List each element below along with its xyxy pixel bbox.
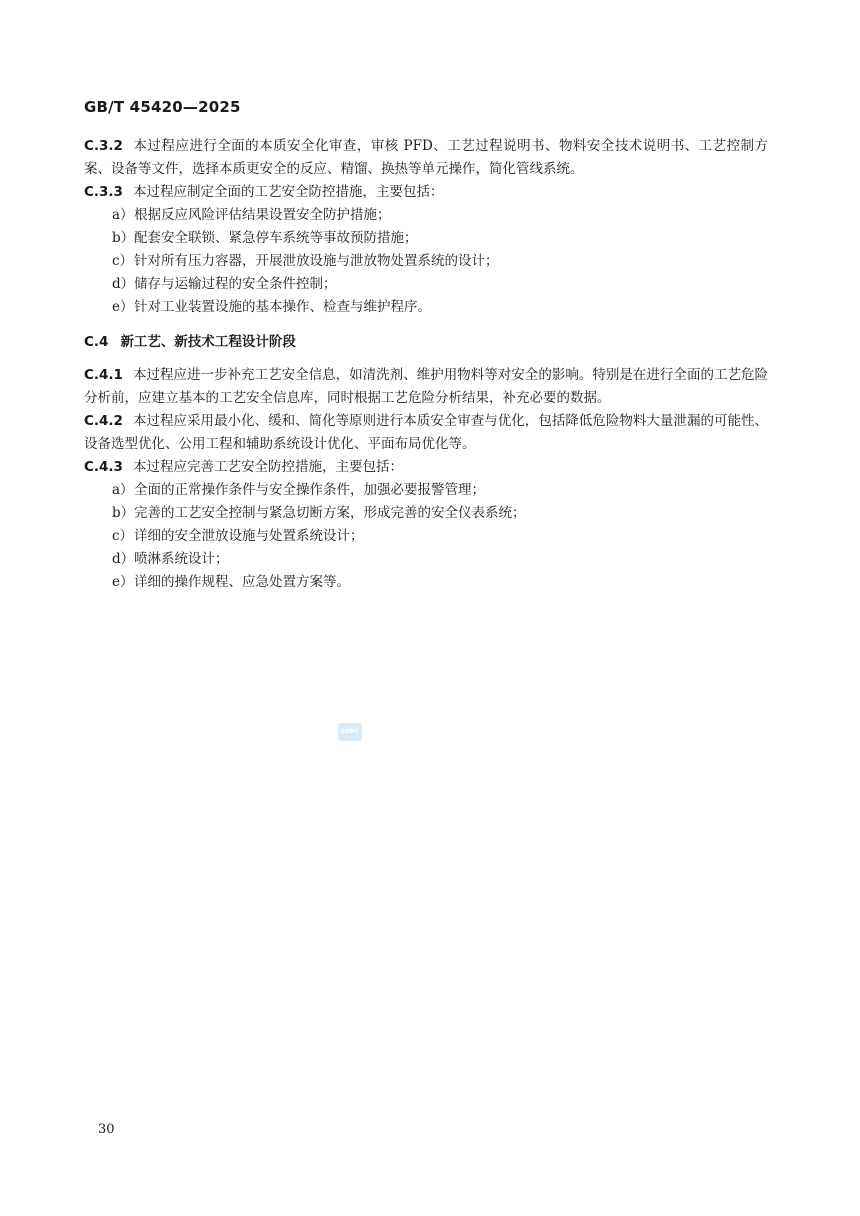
list-item [84,204,768,227]
list-item [84,250,768,273]
list-marker: e） [112,299,134,315]
list-item-text: 储存与运输过程的安全条件控制； [134,276,337,292]
list-item [84,273,768,296]
clause-c42 [84,410,768,456]
list-marker: c） [112,528,134,544]
clause-c33-list [84,204,768,319]
list-item-text: 根据反应风险评估结果设置安全防护措施； [134,207,391,223]
list-item-text: 配套安全联锁、紧急停车系统等事故预防措施； [134,230,418,246]
list-marker: b） [112,505,135,521]
section-number: C.4 [84,334,109,350]
clause-number: C.3.3 [84,184,123,200]
clause-c33 [84,181,768,204]
clause-c41 [84,364,768,410]
clause-number: C.4.2 [84,413,123,429]
watermark-logo: SDNC [338,723,362,741]
clause-c32 [84,135,768,181]
list-item-text: 喷淋系统设计； [134,551,229,567]
list-marker: c） [112,253,134,269]
clause-text: 本过程应采用最小化、缓和、简化等原则进行本质安全审查与优化，包括降低危险物料大量泄漏的可能性、设备选型优化、公用工程和辅助系统设计优化、平面布局优化等。 [84,413,768,452]
section-title: 新工艺、新技术工程设计阶段 [120,334,296,350]
list-item [84,227,768,250]
clause-text: 本过程应完善工艺安全防控措施，主要包括： [132,459,403,475]
clause-text: 本过程应制定全面的工艺安全防控措施，主要包括： [132,184,444,200]
section-heading-c4 [84,331,768,354]
standard-number-header: GB/T 45420—2025 [84,98,241,116]
list-marker: d） [112,276,135,292]
list-item [84,479,768,502]
clause-text: 本过程应进一步补充工艺安全信息，如清洗剂、维护用物料等对安全的影响。特别是在进行全面的工艺危险分析前，应建立基本的工艺安全信息库，同时根据工艺危险分析结果，补充必要的数据。 [84,367,768,406]
list-item [84,296,768,319]
list-item [84,548,768,571]
page-content [84,135,768,594]
list-item [84,571,768,594]
list-marker: b） [112,230,135,246]
list-item-text: 详细的操作规程、应急处置方案等。 [134,574,350,590]
clause-c43-list [84,479,768,594]
list-item [84,525,768,548]
list-item-text: 全面的正常操作条件与安全操作条件，加强必要报警管理； [134,482,485,498]
list-item-text: 详细的安全泄放设施与处置系统设计； [134,528,364,544]
list-marker: a） [112,207,134,223]
list-item-text: 针对工业装置设施的基本操作、检查与维护程序。 [134,299,431,315]
list-marker: e） [112,574,134,590]
page-number: 30 [98,1122,115,1137]
list-item-text: 针对所有压力容器，开展泄放设施与泄放物处置系统的设计； [134,253,499,269]
list-marker: a） [112,482,134,498]
clause-number: C.4.3 [84,459,123,475]
list-item [84,502,768,525]
list-marker: d） [112,551,135,567]
clause-number: C.4.1 [84,367,123,383]
clause-c43 [84,456,768,479]
list-item-text: 完善的工艺安全控制与紧急切断方案，形成完善的安全仪表系统； [134,505,526,521]
clause-number: C.3.2 [84,138,123,154]
clause-text: 本过程应进行全面的本质安全化审查，审核 PFD、工艺过程说明书、物料安全技术说明书、工艺控制方案、设备等文件，选择本质更安全的反应、精馏、换热等单元操作，简化管线系统。 [84,138,768,177]
